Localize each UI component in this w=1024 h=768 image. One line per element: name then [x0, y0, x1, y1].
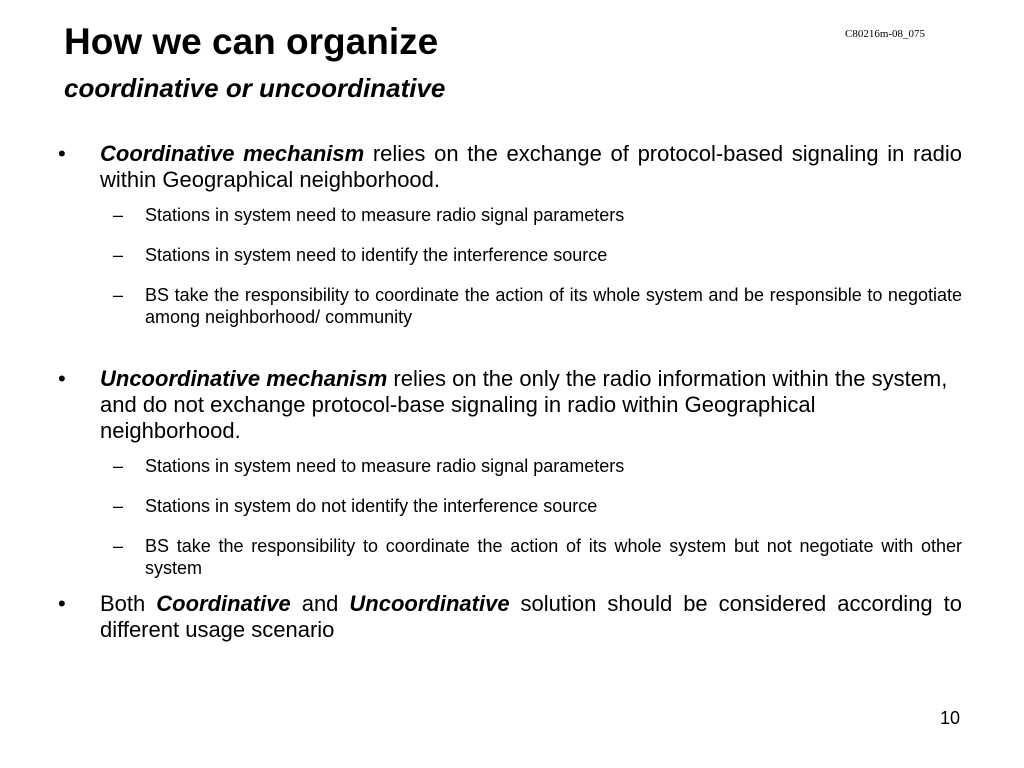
bullet-emphasis: Uncoordinative [349, 591, 510, 616]
sub-text: Stations in system need to measure radio signal parameters [145, 205, 625, 225]
bullet-uncoordinative [58, 366, 962, 444]
bullet-text: Both [100, 591, 157, 616]
sub-text: Stations in system need to identify the interference source [145, 245, 608, 265]
bullet-text: relies on the exchange of protocol-based signaling in radio within Geographical neighborhood. [100, 141, 962, 192]
bullet-both [58, 591, 962, 643]
slide-content [58, 141, 962, 643]
page-number: 10 [940, 708, 961, 728]
sub-marker: – [113, 496, 124, 516]
bullet-text: solution should be considered according to different usage scenario [100, 591, 963, 642]
bullet-marker: • [58, 141, 66, 166]
bullet-text: relies on the only the radio information within the system, and do not exchange protocol-base signaling in radio within Geographical neighborhood. [100, 366, 948, 443]
sub-item [113, 455, 962, 477]
sub-marker: – [113, 285, 124, 305]
bullet-text: and [290, 591, 350, 616]
sub-item [113, 204, 962, 226]
bullet-emphasis: Coordinative [156, 591, 291, 616]
bullet-marker: • [58, 591, 66, 616]
document-id: C80216m-08_075 [845, 28, 926, 40]
slide-title: How we can organize [64, 21, 439, 62]
sub-text: BS take the responsibility to coordinate the action of its whole system and be responsible to negotiate among neighborhood/ community [145, 285, 962, 327]
sub-list-coordinative [58, 204, 962, 328]
sub-marker: – [113, 245, 124, 265]
sub-text: Stations in system do not identify the interference source [145, 496, 598, 516]
bullet-coordinative [58, 141, 962, 193]
sub-text: Stations in system need to measure radio signal parameters [145, 456, 625, 476]
sub-item [113, 535, 962, 579]
bullet-emphasis: Uncoordinative mechanism [100, 366, 388, 391]
sub-text: BS take the responsibility to coordinate the action of its whole system but not negotiate with other system [145, 536, 962, 578]
sub-item [113, 244, 962, 266]
slide-subtitle: coordinative or uncoordinative [64, 73, 446, 103]
sub-list-uncoordinative [58, 455, 962, 579]
bullet-emphasis: Coordinative mechanism [100, 141, 365, 166]
sub-marker: – [113, 456, 124, 476]
sub-item [113, 284, 962, 328]
sub-marker: – [113, 536, 124, 556]
sub-marker: – [113, 205, 124, 225]
sub-item [113, 495, 962, 517]
bullet-marker: • [58, 366, 66, 391]
